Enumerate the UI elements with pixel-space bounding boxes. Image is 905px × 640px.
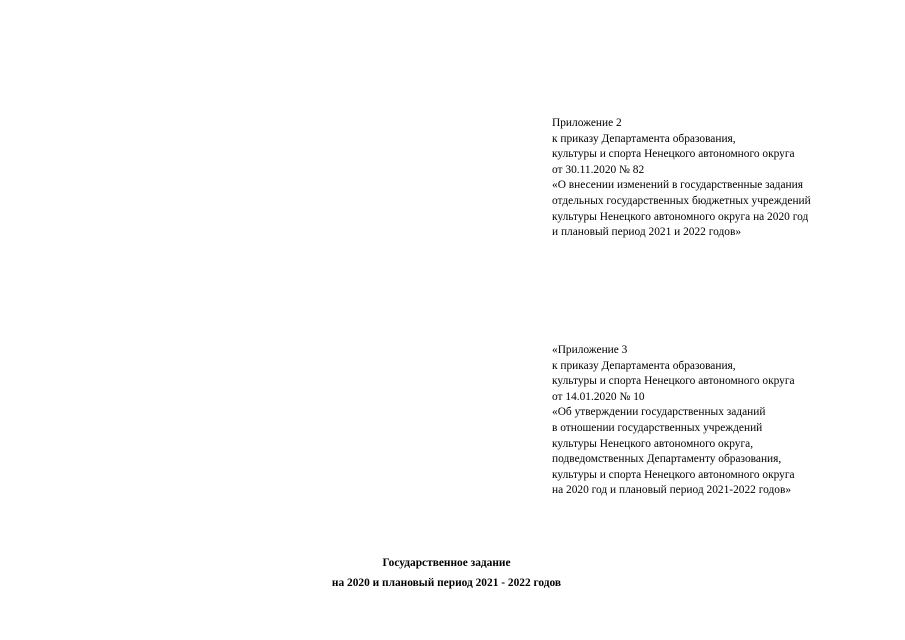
appendix-3-line: «Приложение 3	[552, 344, 628, 356]
appendix-2-line: отдельных государственных бюджетных учреждений	[552, 194, 811, 207]
document-subtitle: на 2020 и плановый период 2021 - 2022 годов	[331, 577, 562, 589]
appendix-2-line: «О внесении изменений в государственные задания	[552, 179, 803, 192]
appendix-3-line: к приказу Департамента образования,	[552, 359, 736, 372]
appendix-2-line: культуры и спорта Ненецкого автономного округа	[552, 148, 795, 161]
appendix-3-line: «Об утверждении государственных заданий	[552, 406, 766, 419]
appendix-2-line: от 30.11.2020 № 82	[552, 163, 645, 176]
appendix-2-line: к приказу Департамента образования,	[552, 132, 736, 145]
appendix-3-line: культуры и спорта Ненецкого автономного округа	[552, 375, 795, 388]
appendix-2-line: культуры Ненецкого автономного округа на 2020 год	[552, 210, 809, 223]
document-title: Государственное задание	[382, 557, 511, 569]
appendix-3-line: от 14.01.2020 № 10	[552, 390, 645, 403]
appendix-3-line: в отношении государственных учреждений	[552, 421, 763, 434]
appendix-3-line: на 2020 год и плановый период 2021-2022 годов»	[552, 484, 792, 497]
appendix-2-line: Приложение 2	[552, 117, 622, 129]
appendix-3-line: культуры и спорта Ненецкого автономного округа	[552, 468, 795, 481]
appendix-3-header	[552, 343, 795, 499]
appendix-3-line: подведомственных Департаменту образования,	[552, 453, 782, 466]
appendix-2-line: и плановый период 2021 и 2022 годов»	[552, 226, 742, 239]
appendix-3-line: культуры Ненецкого автономного округа,	[552, 437, 754, 450]
appendix-2-header	[552, 116, 811, 241]
